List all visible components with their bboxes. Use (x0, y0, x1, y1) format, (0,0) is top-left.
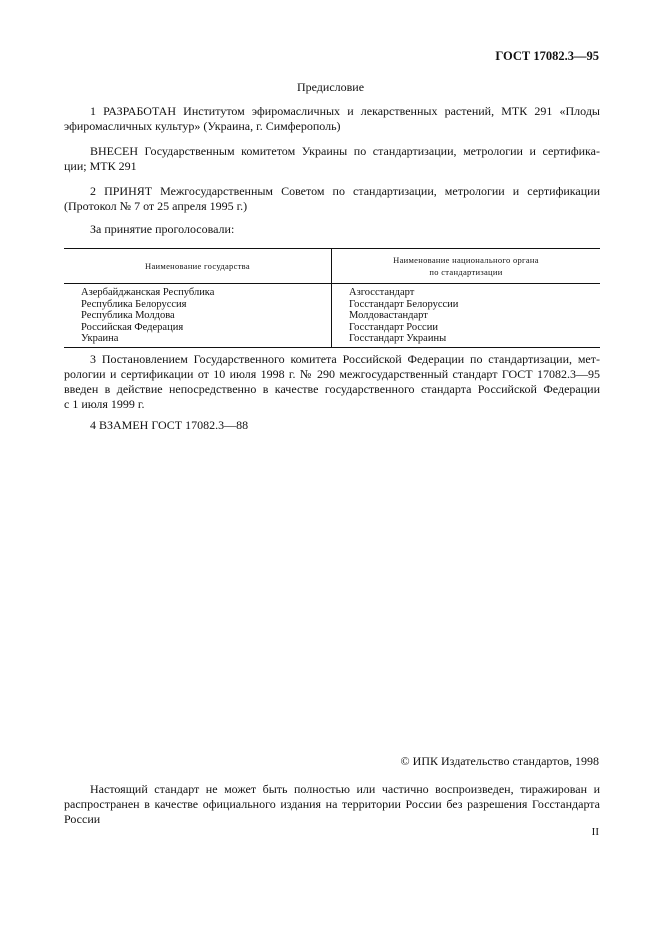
paragraph-line: введен в действие непосредственно в качестве государственного стандарта Российской Федерации (64, 382, 600, 396)
paragraph-replaces (64, 418, 600, 433)
paragraph-adopted-by (64, 184, 600, 214)
page-number: II (591, 826, 599, 838)
standard-body-name: Госстандарт Белоруссии (349, 298, 459, 310)
paragraph-line: ВНЕСЕН Государственным комитетом Украины по стандартизации, метрологии и сертифика- (90, 144, 600, 158)
state-name: Республика Белоруссия (81, 298, 187, 310)
standard-body-name: Азгосстандарт (349, 287, 415, 298)
paragraph-line: с 1 июля 1999 г. (64, 397, 145, 411)
table-header-row (64, 249, 600, 284)
paragraph-line: 2 ПРИНЯТ Межгосударственным Советом по стандартизации, метрологии и сертификации (90, 184, 600, 198)
state-name: Азербайджанская Республика (81, 287, 215, 298)
paragraph-line: эфиромасличных культур» (Украина, г. Симферополь) (64, 119, 341, 133)
standard-body-name: Госстандарт России (349, 321, 438, 333)
state-name: Российская Федерация (81, 321, 184, 333)
paragraph-enacted (64, 352, 600, 412)
paragraph-line: 3 Постановлением Государственного комитета Российской Федерации по стандартизации, мет- (90, 352, 600, 366)
reproduction-notice (64, 782, 600, 827)
standard-body-name: Молдовастандарт (349, 310, 428, 321)
table-body-row (64, 284, 600, 348)
header-line: по стандартизации (429, 267, 503, 277)
voting-states-table (64, 248, 600, 348)
voted-label-text: За принятие проголосовали: (90, 222, 235, 236)
bodies-column (332, 284, 601, 348)
paragraph-line: ции; МТК 291 (64, 159, 137, 173)
paragraph-line: распространен в качестве официального издания на территории России без разрешения Госстандарта (64, 797, 600, 811)
paragraph-line: 4 ВЗАМЕН ГОСТ 17082.3—88 (90, 418, 249, 432)
paragraph-introduced-by (64, 144, 600, 174)
paragraph-line: России (64, 812, 101, 826)
paragraph-developed-by (64, 104, 600, 134)
state-name: Республика Молдова (81, 310, 175, 321)
standard-body-name: Госстандарт Украины (349, 333, 447, 344)
paragraph-line: Настоящий стандарт не может быть полностью или частично воспроизведен, тиражирован и (90, 782, 600, 796)
header-standard-body (332, 249, 601, 284)
voted-label (64, 222, 600, 237)
paragraph-line: рологии и сертификации от 10 июля 1998 г. № 290 межгосударственный стандарт ГОСТ 17082.3—95 (64, 367, 600, 381)
header-line: Наименование национального органа (393, 255, 539, 265)
paragraph-line: 1 РАЗРАБОТАН Институтом эфиромасличных и лекарственных растений, МТК 291 «Плоды (90, 104, 600, 118)
page-title: Предисловие (296, 80, 365, 94)
paragraph-line: (Протокол № 7 от 25 апреля 1995 г.) (64, 199, 248, 213)
copyright-notice: © ИПК Издательство стандартов, 1998 (400, 754, 599, 768)
document-code: ГОСТ 17082.3—95 (495, 49, 599, 63)
state-name: Украина (81, 333, 119, 344)
states-column (64, 284, 332, 348)
header-state-name: Наименование государства (64, 249, 332, 284)
